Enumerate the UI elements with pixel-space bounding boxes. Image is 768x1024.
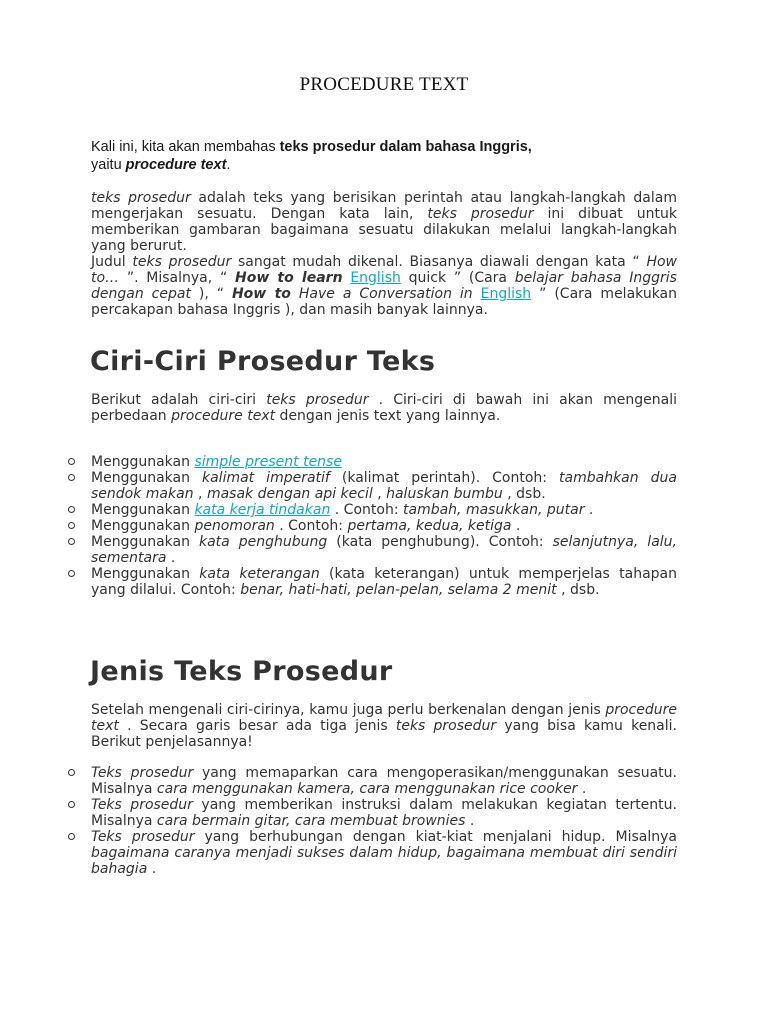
page-title: PROCEDURE TEXT: [299, 74, 469, 95]
circle-bullet-icon: [68, 833, 75, 840]
text-italic: bagaimana caranya menjadi sukses dalam hidup, bagaimana membuat diri sendiri bahagia: [91, 845, 677, 877]
list-item: [0, 454, 677, 470]
circle-bullet-icon: [68, 769, 75, 776]
text: yang memberikan instruksi dalam melakukan kegiatan tertentu. Misalnya: [91, 797, 677, 829]
text-italic: selanjutnya, lalu, sementara: [91, 534, 677, 566]
circle-bullet-icon: [68, 474, 75, 481]
circle-bullet-icon: [68, 458, 75, 465]
text: ,: [372, 486, 387, 502]
text: , dsb.: [556, 582, 600, 598]
text-italic: belajar bahasa Inggris dengan cepat: [91, 270, 677, 302]
text-italic: teks prosedur: [91, 190, 191, 206]
text-italic: procedure text: [171, 408, 276, 424]
jenis-intro-paragraph: [91, 702, 677, 750]
text-italic: How to…: [91, 254, 678, 286]
text: .: [166, 550, 176, 566]
text: Menggunakan: [91, 518, 195, 534]
text: Menggunakan: [91, 566, 200, 582]
intro-bold: teks prosedur dalam bahasa Inggris,: [279, 139, 532, 155]
text: adalah teks yang berisikan perintah atau langkah-langkah dalam mengerjakan sesuatu. Dengan kata lain,: [91, 190, 677, 222]
simple-present-tense-link[interactable]: simple present tense: [194, 454, 342, 470]
text: .: [147, 861, 157, 877]
text-italic: teks prosedur: [395, 718, 497, 734]
text: . Contoh:: [274, 518, 348, 534]
text: Setelah mengenali ciri-cirinya, kamu juga perlu berkenalan dengan jenis: [91, 702, 606, 718]
text: .: [577, 781, 587, 797]
text-italic: tambahkan dua sendok makan: [91, 470, 677, 502]
text-italic: penomoran: [194, 518, 275, 534]
ciri-list: [0, 454, 768, 598]
text-italic: Have a Conversation in: [298, 286, 473, 302]
text: .: [584, 502, 594, 518]
text-italic: procedure text: [91, 702, 677, 734]
text: Berikut adalah ciri-ciri: [91, 392, 267, 408]
text-italic: tambah, masukkan, putar: [403, 502, 585, 518]
text-italic: masak dengan api kecil: [206, 486, 373, 502]
circle-bullet-icon: [68, 801, 75, 808]
list-item: [0, 470, 677, 502]
text-italic: cara menggunakan kamera, cara menggunakan rice cooker: [156, 781, 578, 797]
text: ,: [193, 486, 207, 502]
text-italic: Teks prosedur: [91, 797, 193, 813]
text: Judul: [91, 254, 133, 270]
list-item: [0, 765, 677, 797]
text-bold-italic: How to: [231, 286, 291, 302]
text: . Secara garis besar ada tiga jenis: [118, 718, 396, 734]
heading-jenis: Jenis Teks Prosedur: [90, 656, 393, 687]
text: .: [511, 518, 521, 534]
text-italic: teks prosedur: [132, 254, 232, 270]
circle-bullet-icon: [68, 538, 75, 545]
list-item: [0, 502, 677, 518]
text-italic: Teks prosedur: [91, 829, 195, 845]
text-italic: Teks prosedur: [91, 765, 194, 781]
text: [291, 286, 299, 302]
text-italic: cara bermain gitar, cara membuat brownies: [156, 813, 466, 829]
text: (kalimat perintah). Contoh:: [329, 470, 560, 486]
jenis-list: [0, 765, 768, 877]
text: Menggunakan: [91, 534, 199, 550]
text: yang memaparkan cara mengoperasikan/menggunakan sesuatu. Misalnya: [91, 765, 677, 797]
text: . Contoh:: [330, 502, 403, 518]
text: . Ciri-ciri di bawah ini akan mengenali perbedaan: [91, 392, 677, 424]
text-italic: benar, hati-hati, pelan-pelan, selama 2 menit: [240, 582, 557, 598]
text: (kata keterangan) untuk memperjelas tahapan yang dilalui. Contoh:: [91, 566, 677, 598]
list-item: [0, 566, 677, 598]
list-item: [0, 518, 677, 534]
list-item: [0, 534, 677, 566]
text: ), “: [190, 286, 232, 302]
text: Menggunakan: [91, 502, 195, 518]
text-bold-italic: How to learn: [234, 270, 343, 286]
text: yang bisa kamu kenali. Berikut penjelasannya!: [91, 718, 677, 750]
text: ” (Cara melakukan percakapan bahasa Inggris ), dan masih banyak lainnya.: [91, 286, 678, 318]
text-italic: kalimat imperatif: [202, 470, 330, 486]
circle-bullet-icon: [68, 522, 75, 529]
kata-kerja-tindakan-link[interactable]: kata kerja tindakan: [194, 502, 331, 518]
intro-paragraph: [91, 138, 691, 174]
english-link[interactable]: English: [350, 270, 401, 286]
heading-ciri-ciri: Ciri-Ciri Prosedur Teks: [90, 346, 436, 377]
definition-paragraph: [91, 190, 677, 318]
intro-bold-italic: procedure text: [125, 157, 227, 173]
text: yang berhubungan dengan kiat-kiat menjalani hidup. Misalnya: [194, 829, 677, 845]
text-italic: teks prosedur: [266, 392, 369, 408]
intro-text: Kali ini, kita akan membahas: [91, 139, 280, 155]
ciri-intro-paragraph: [91, 392, 677, 424]
list-item: [0, 797, 677, 829]
text: dengan jenis text yang lainnya.: [275, 408, 501, 424]
text-italic: kata keterangan: [199, 566, 320, 582]
text: , dsb.: [502, 486, 546, 502]
text: sangat mudah dikenal. Biasanya diawali dengan kata “: [231, 254, 647, 270]
circle-bullet-icon: [68, 506, 75, 513]
text: .: [465, 813, 475, 829]
english-link[interactable]: English: [480, 286, 532, 302]
intro-text: yaitu: [91, 157, 126, 173]
text-italic: haluskan bumbu: [386, 486, 503, 502]
circle-bullet-icon: [68, 570, 75, 577]
text: (kata penghubung). Contoh:: [327, 534, 553, 550]
text: ”. Misalnya, “: [119, 270, 235, 286]
intro-text: .: [226, 157, 231, 173]
text: Menggunakan: [91, 454, 195, 470]
text: quick ” (Cara: [400, 270, 515, 286]
text-italic: pertama, kedua, ketiga: [347, 518, 512, 534]
list-item: [0, 829, 677, 877]
text-italic: kata penghubung: [199, 534, 328, 550]
text-italic: teks prosedur: [427, 206, 534, 222]
text: Menggunakan: [91, 470, 202, 486]
text: [473, 286, 481, 302]
text: ini dibuat untuk memberikan gambaran bagaimana sesuatu dilakukan melalui langkah-langkah yang berurut.: [91, 206, 678, 254]
